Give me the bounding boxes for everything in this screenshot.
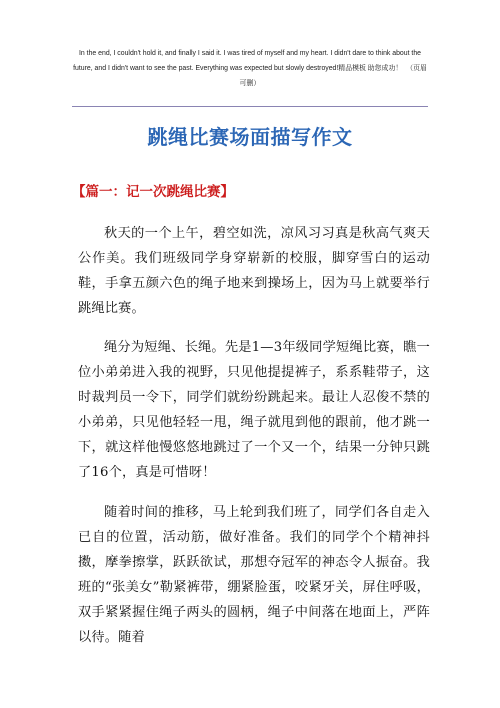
header-note: （页眉可删） [239, 65, 427, 87]
paragraph-3: 随着时间的推移，马上轮到我们班了，同学们各自走入已自的位置，活动筋，做好准备。我们的同学个个精神抖擞，摩拳擦掌，跃跃欲试，那想夺冠军的神态令人振奋。我班的“张美女”勒紧裤带，绷紧脸蛋，咬紧牙关，屏住呼吸，双手紧紧握住绳子两头的圆柄，绳子中间落在地面上，严阵以待。随着 [78, 505, 430, 645]
header-text: In the end, I couldn't hold it, and finally I said it. I was tired of myself and my heart. I didn't dare to think about the future, and I didn't want to see the past. Everything was expected but slowly destroyed!精品模板 助您成功！ [73, 50, 421, 72]
page-header [72, 46, 428, 91]
paragraph-2: 绳分为短绳、长绳。先是1—3年级同学短绳比赛，瞧一位小弟弟进入我的视野，只见他提提裤子，系系鞋带子，这时裁判员一令下，同学们就纷纷跳起来。最让人忍俊不禁的小弟弟，只见他轻轻一甩，绳子就甩到他的跟前，他才跳一下，就这样他慢悠悠地跳过了一个又一个，结果一分钟只跳了16个，真是可惜呀！ [78, 340, 430, 480]
section-heading: 【篇一：记一次跳绳比赛】 [72, 184, 234, 200]
paragraph-1: 秋天的一个上午，碧空如洗，凉风习习真是秋高气爽天公作美。我们班级同学身穿崭新的校服，脚穿雪白的运动鞋，手拿五颜六色的绳子地来到操场上，因为马上就要举行跳绳比赛。 [78, 226, 430, 316]
header-divider [72, 106, 428, 107]
document-title: 跳绳比赛场面描写作文 [147, 125, 353, 149]
